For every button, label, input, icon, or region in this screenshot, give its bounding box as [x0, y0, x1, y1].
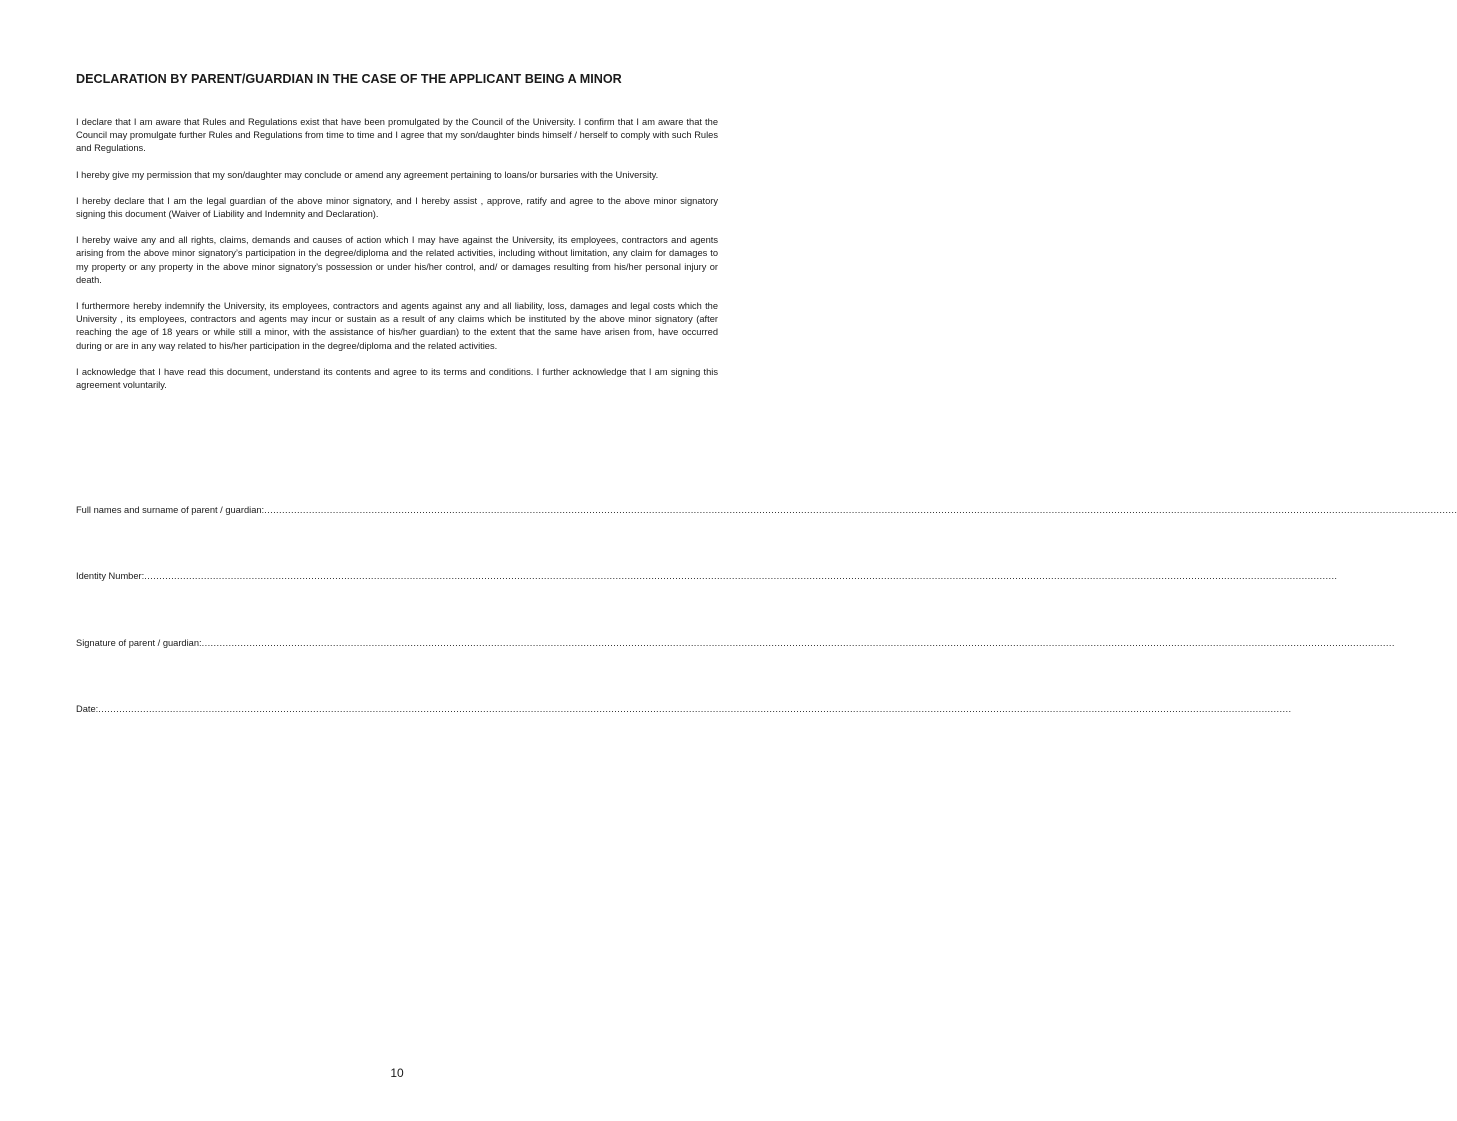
declaration-heading: DECLARATION BY PARENT/GUARDIAN IN THE CASE OF THE APPLICANT BEING A MINOR: [76, 72, 622, 86]
identity-number-field[interactable]: [76, 570, 1338, 583]
identity-number-label: Identity Number:: [76, 571, 145, 581]
full-names-field[interactable]: [76, 504, 1457, 517]
declaration-body: [76, 116, 718, 405]
signature-dotted-line[interactable]: ................................................................................................................................................................................................................................................................................................................................................................................................................: [201, 638, 1395, 648]
paragraph-acknowledgement: I acknowledge that I have read this document, understand its contents and agree to its terms and conditions. I further acknowledge that I am signing this agreement voluntarily.: [76, 366, 718, 391]
date-label: Date:: [76, 704, 99, 714]
paragraph-legal-guardian: I hereby declare that I am the legal guardian of the above minor signatory, and I hereby assist , approve, ratify and agree to the above minor signatory signing this document (Waiver of Liability and Indemnity and Declaration).: [76, 195, 718, 220]
date-dotted-line[interactable]: ................................................................................................................................................................................................................................................................................................................................................................................................................: [98, 704, 1292, 714]
signature-field[interactable]: [76, 637, 1395, 650]
paragraph-rules-regulations: I declare that I am aware that Rules and Regulations exist that have been promulgated by the Council of the University. I confirm that I am aware that the Council may promulgate further Rules and Regulations from time to time and I agree that my son/daughter binds himself / herself to comply with such Rules and Regulations.: [76, 117, 718, 154]
signature-label: Signature of parent / guardian:: [76, 638, 202, 648]
page-number: 10: [390, 1066, 404, 1080]
document-page: [76, 0, 1457, 1121]
paragraph-loans-permission: I hereby give my permission that my son/daughter may conclude or amend any agreement pertaining to loans/or bursaries with the University.: [76, 169, 659, 180]
paragraph-indemnity: I furthermore hereby indemnify the University, its employees, contractors and agents against any and all liability, loss, damages and legal costs which the University , its employees, contractors and agents may incur or sustain as a result of any claims which be instituted by the above minor signatory (after reaching the age of 18 years or while still a minor, with the assistance of his/her guardian) to the extent that the same have arisen from, have occurred during or are in any way related to his/her participation in the degree/diploma and the related activities.: [76, 301, 718, 351]
full-names-label: Full names and surname of parent / guardian:: [76, 505, 265, 515]
date-field[interactable]: [76, 703, 1292, 716]
paragraph-waiver: I hereby waive any and all rights, claims, demands and causes of action which I may have against the University, its employees, contractors and agents arising from the above minor signatory’s participation in the degree/diploma and the related activities, including without limitation, any claim for damages to my property or any property in the above minor signatory’s possession or under his/her control, and/ or damages resulting from his/her personal injury or death.: [76, 235, 718, 285]
identity-number-dotted-line[interactable]: ................................................................................................................................................................................................................................................................................................................................................................................................................: [144, 571, 1338, 581]
full-names-dotted-line[interactable]: ................................................................................................................................................................................................................................................................................................................................................................................................................: [264, 505, 1457, 515]
